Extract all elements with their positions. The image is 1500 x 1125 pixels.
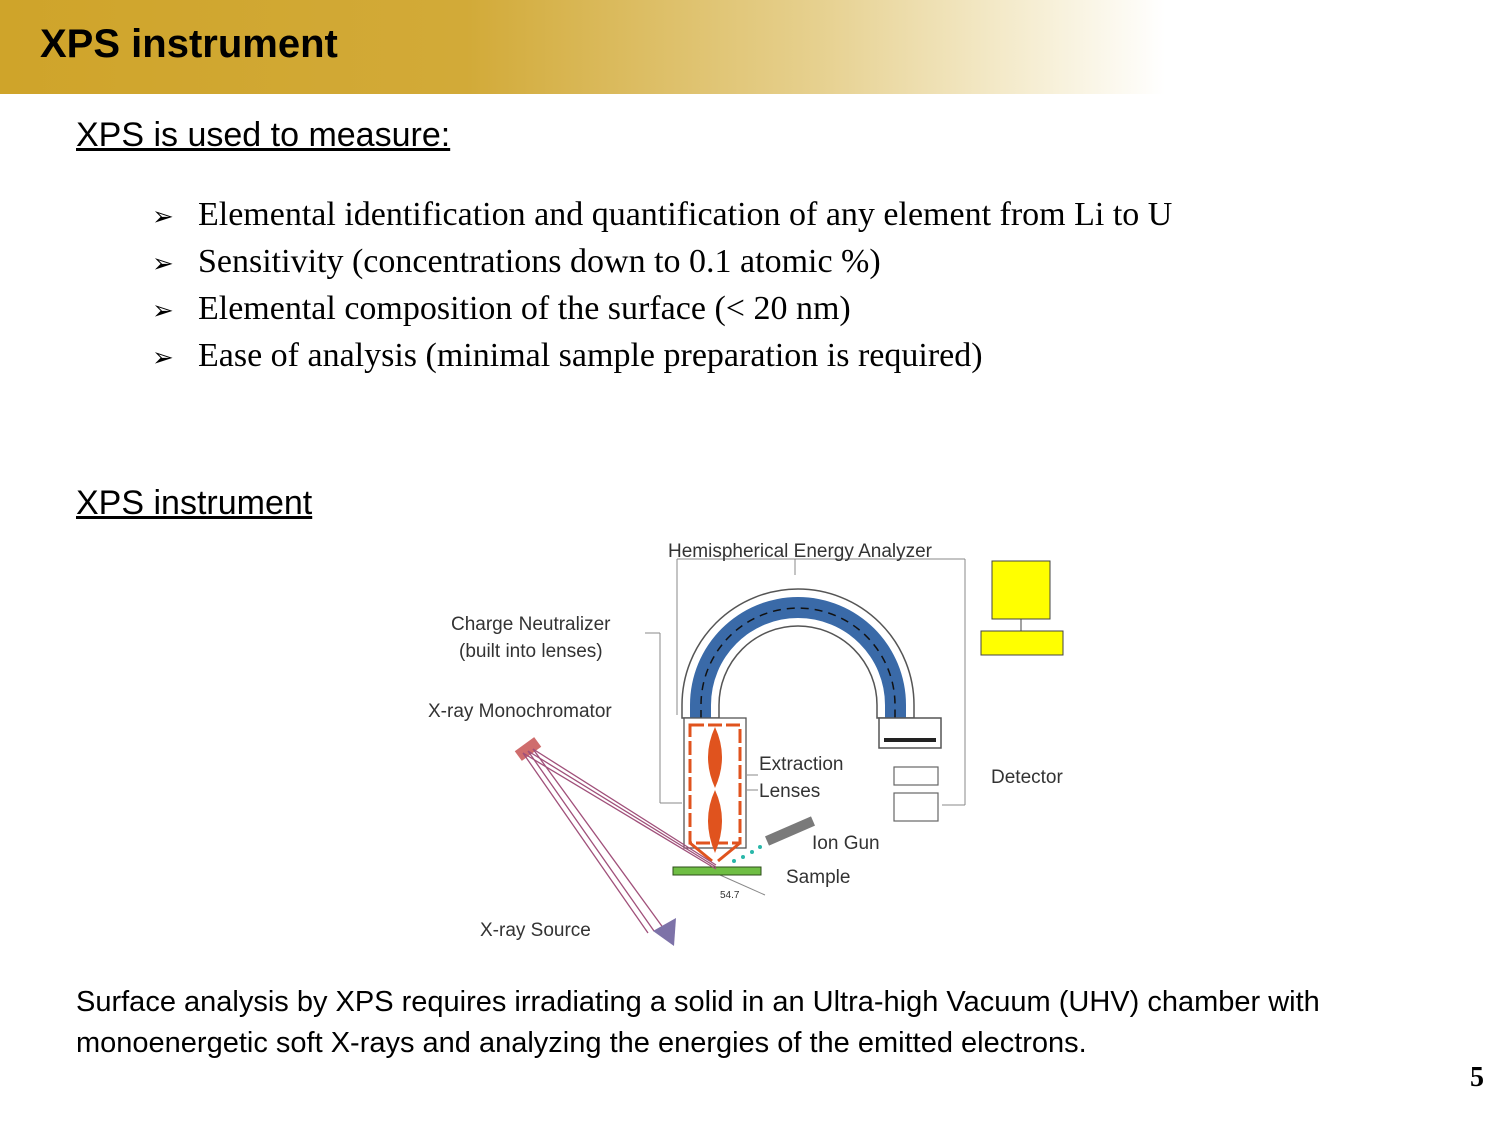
bullet-text: Sensitivity (concentrations down to 0.1 atomic %) <box>198 243 881 280</box>
summary-text: Surface analysis by XPS requires irradiating a solid in an Ultra-high Vacuum (UHV) chamber with monoenergetic soft X-rays and analyzing the energies of the emitted electrons. <box>76 986 1320 1059</box>
detector-box <box>894 793 938 821</box>
list-item <box>152 333 1172 380</box>
analyzer-label: Hemispherical Energy Analyzer <box>668 541 933 562</box>
ion-gun <box>767 821 813 841</box>
bullet-text: Elemental composition of the surface (< 20 nm) <box>198 290 851 327</box>
list-item <box>152 192 1172 239</box>
lenses-label: Lenses <box>759 781 821 802</box>
monochromator-label: X-ray Monochromator <box>428 701 612 722</box>
angle-label: 54.7 <box>720 890 740 901</box>
detector-box <box>894 767 938 785</box>
analyzer-hemisphere <box>690 597 906 718</box>
measure-heading: XPS is used to measure: <box>76 116 451 154</box>
list-item <box>152 239 1172 286</box>
sample-label: Sample <box>786 867 851 888</box>
extraction-label: Extraction <box>759 754 844 775</box>
slide-title: XPS instrument <box>40 22 338 66</box>
arrow-bullet-icon: ➢ <box>152 249 174 278</box>
computer-monitor <box>992 561 1050 619</box>
page-number: 5 <box>1470 1062 1484 1093</box>
list-item <box>152 286 1172 333</box>
xps-instrument-diagram <box>420 535 1090 955</box>
charge-neutralizer-label: Charge Neutralizer <box>451 614 611 635</box>
detector-plate <box>884 738 936 742</box>
detector-housing <box>879 718 941 748</box>
xray-source-label: X-ray Source <box>480 920 591 941</box>
ion-gun-label: Ion Gun <box>812 833 880 854</box>
instrument-heading: XPS instrument <box>76 484 313 522</box>
bullet-text: Ease of analysis (minimal sample preparation is required) <box>198 337 983 374</box>
sample-holder <box>673 867 761 875</box>
detector-label: Detector <box>991 767 1063 788</box>
computer-keyboard <box>981 631 1063 655</box>
xray-source <box>653 918 676 946</box>
arrow-bullet-icon: ➢ <box>152 296 174 325</box>
arrow-bullet-icon: ➢ <box>152 343 174 372</box>
charge-neutralizer-sublabel: (built into lenses) <box>459 641 603 662</box>
measure-bullet-list <box>152 192 1172 380</box>
arrow-bullet-icon: ➢ <box>152 202 174 231</box>
bullet-text: Elemental identification and quantification of any element from Li to U <box>198 196 1173 233</box>
